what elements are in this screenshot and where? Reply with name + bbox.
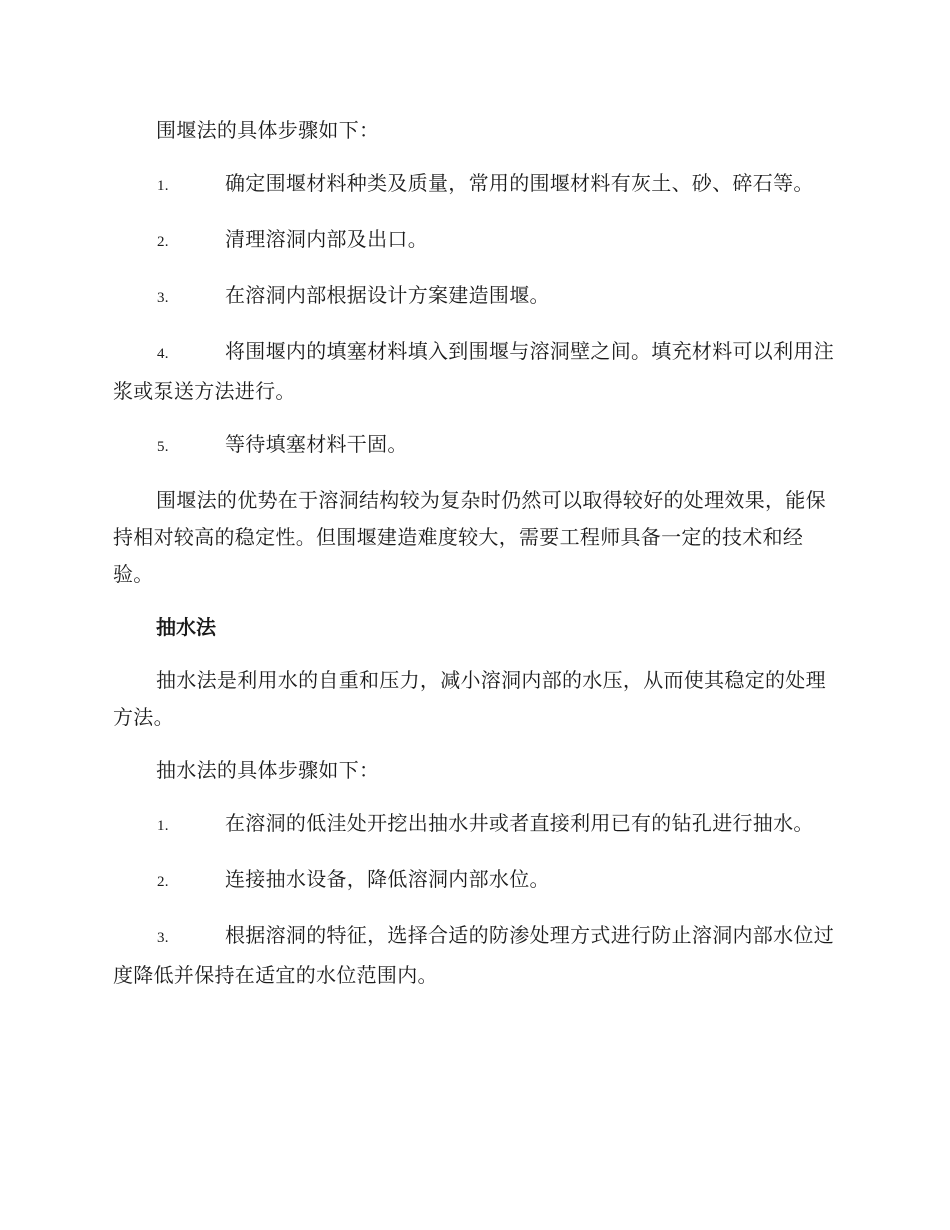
- list-number: 2.: [157, 874, 169, 890]
- list-item-text: 在溶洞内部根据设计方案建造围堰。: [225, 283, 550, 307]
- document-page: [113, 112, 835, 1010]
- list-item: [113, 277, 835, 317]
- list-number: 5.: [157, 439, 169, 455]
- steps-intro: 围堰法的具体步骤如下：: [156, 118, 380, 142]
- list-item-text: 连接抽水设备，降低溶洞内部水位。: [225, 867, 550, 891]
- summary-paragraph: 围堰法的优势在于溶洞结构较为复杂时仍然可以取得较好的处理效果，能保持相对较高的稳定性。但围堰建造难度较大，需要工程师具备一定的技术和经验。: [113, 488, 826, 586]
- list-number: 1.: [157, 178, 169, 194]
- list-item-text: 等待填塞材料干固。: [225, 432, 408, 456]
- list-item: [113, 221, 835, 261]
- list-item-text: 根据溶洞的特征，选择合适的防渗处理方式进行防止溶洞内部水位过度降低并保持在适宜的水位范围内。: [113, 923, 834, 987]
- list-item-text: 清理溶洞内部及出口。: [225, 227, 428, 251]
- list-number: 4.: [157, 346, 169, 362]
- list-item-text: 将围堰内的填塞材料填入到围堰与溶洞壁之间。填充材料可以利用注浆或泵送方法进行。: [113, 339, 834, 403]
- list-item: [113, 333, 835, 410]
- steps-intro: 抽水法的具体步骤如下：: [156, 758, 380, 782]
- list-item: [113, 861, 835, 901]
- list-number: 2.: [157, 234, 169, 250]
- section-heading: 抽水法: [156, 615, 216, 639]
- list-number: 3.: [157, 930, 169, 946]
- list-item: [113, 805, 835, 845]
- description-paragraph: 抽水法是利用水的自重和压力，减小溶洞内部的水压，从而使其稳定的处理方法。: [113, 668, 826, 729]
- list-item: [113, 165, 835, 205]
- list-item-text: 确定围堰材料种类及质量，常用的围堰材料有灰土、砂、碎石等。: [225, 171, 814, 195]
- list-number: 3.: [157, 290, 169, 306]
- list-item: [113, 917, 835, 994]
- list-item: [113, 426, 835, 466]
- list-item-text: 在溶洞的低洼处开挖出抽水井或者直接利用已有的钻孔进行抽水。: [225, 811, 814, 835]
- list-number: 1.: [157, 818, 169, 834]
